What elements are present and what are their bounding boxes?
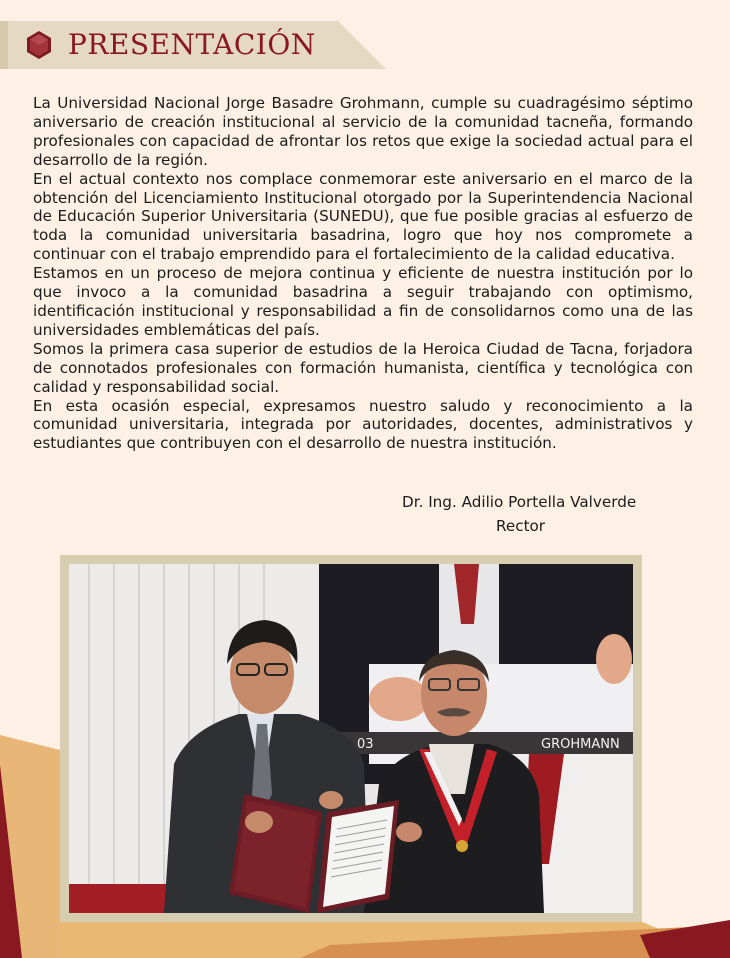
signatory-name: Dr. Ing. Adilio Portella Valverde — [402, 493, 637, 511]
paragraph: La Universidad Nacional Jorge Basadre Grohmann, cumple su cuadragésimo séptimo aniversario de creación institucional al servicio de la comunidad tacneña, formando profesionales con capacidad de afrontar los retos que exige la sociedad actual para el desarrollo de la región. — [33, 94, 693, 169]
presentation-text — [33, 94, 693, 453]
ceremony-photo — [69, 564, 633, 913]
paragraph: Somos la primera casa superior de estudios de la Heroica Ciudad de Tacna, forjadora de connotados profesionales con formación humanista, científica y tecnológica con calidad y responsabilidad social. — [33, 339, 693, 396]
photo-frame — [60, 555, 642, 922]
section-header — [0, 21, 386, 69]
page-title: PRESENTACIÓN — [68, 28, 316, 61]
backdrop-text-right: GROHMANN — [541, 737, 620, 752]
signatory-role: Rector — [496, 517, 546, 535]
paragraph: En esta ocasión especial, expresamos nuestro saludo y reconocimiento a la comunidad universitaria, integrada por autoridades, docentes, administrativos y estudiantes que contribuyen con el desarrollo de nuestra institución. — [33, 396, 693, 453]
paragraph: En el actual contexto nos complace conmemorar este aniversario en el marco de la obtención del Licenciamiento Institucional otorgado por la Superintendencia Nacional de Educación Superior Universitaria (SUNEDU), que fue posible gracias al esfuerzo de toda la comunidad universitaria basadrina, logro que hoy nos compromete a continuar con el trabajo emprendido para el fortalecimiento de la calidad educativa. — [33, 169, 693, 264]
paragraph: Estamos en un proceso de mejora continua y eficiente de nuestra institución por lo que invoco a la comunidad basadrina a seguir trabajando con optimismo, identificación institucional y responsabilidad a fin de consolidarnos como una de las universidades emblemáticas del país. — [33, 264, 693, 339]
hexagon-icon — [26, 30, 52, 60]
backdrop-text-left: 03 — [357, 737, 374, 752]
